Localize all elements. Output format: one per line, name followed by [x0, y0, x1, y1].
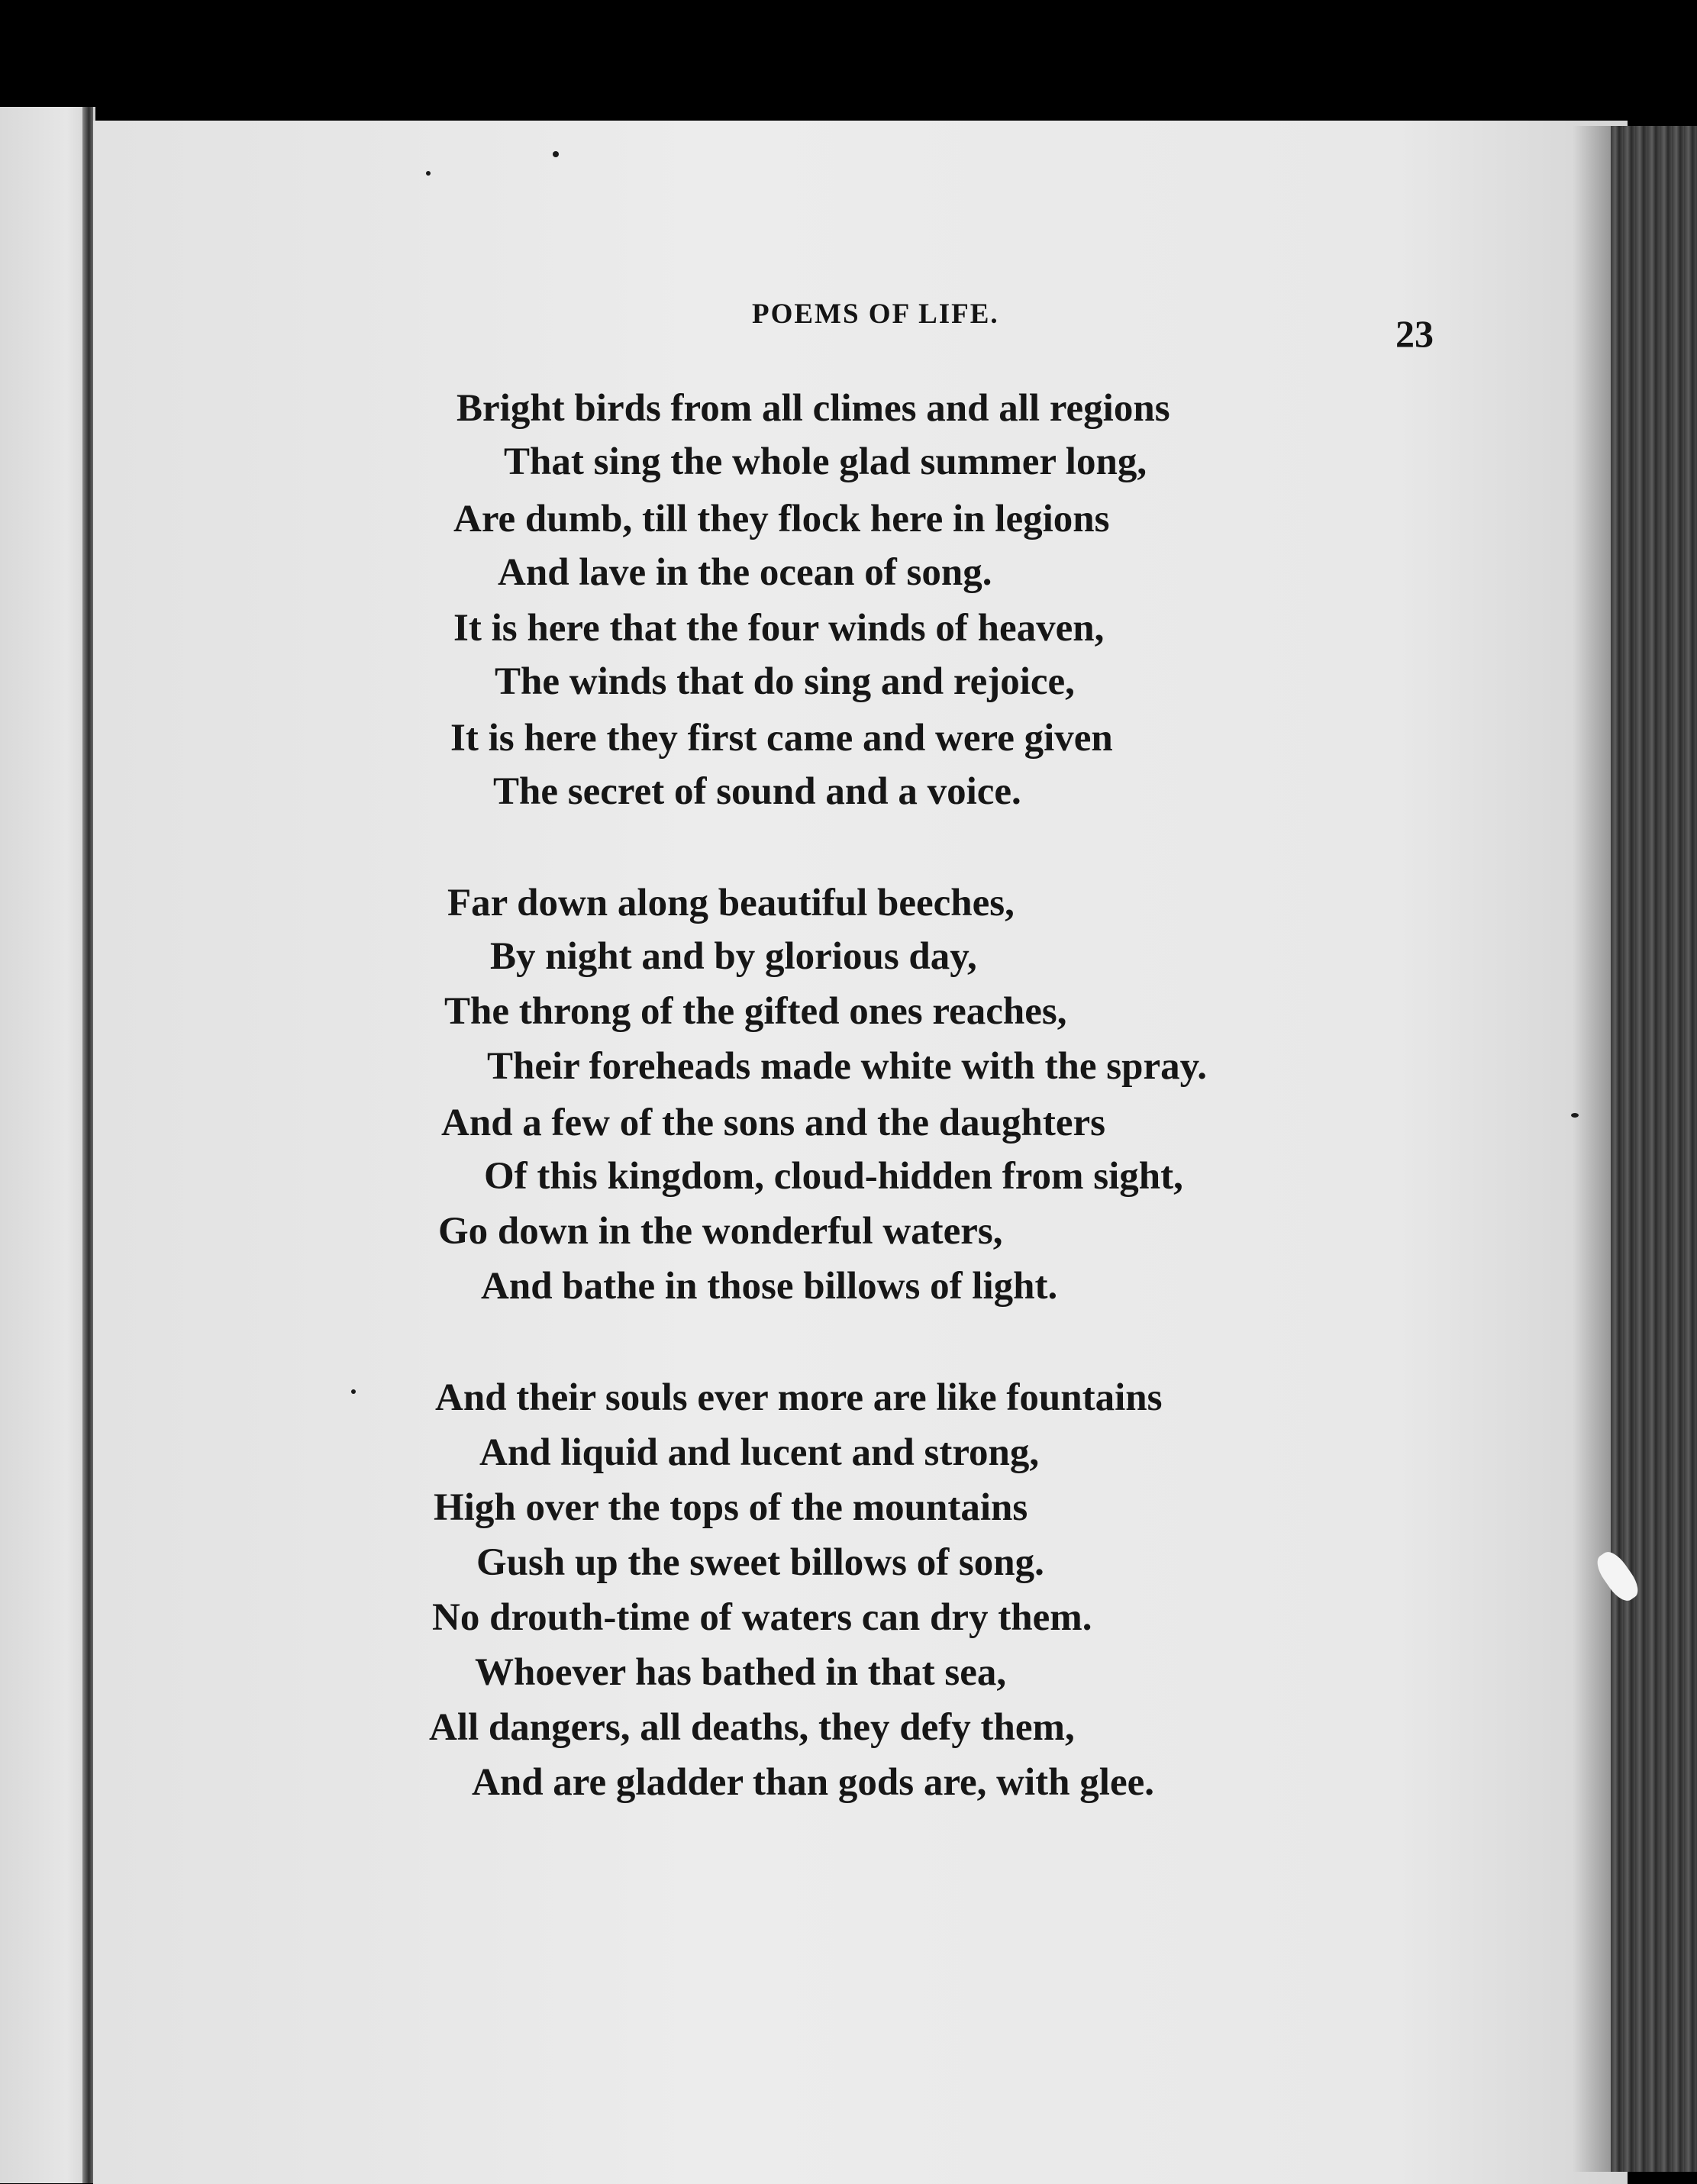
poem-line: It is here that the four winds of heaven,: [453, 607, 1105, 650]
poem-line: And lave in the ocean of song.: [498, 551, 992, 594]
ink-speck: [553, 151, 559, 157]
poem-line: That sing the whole glad summer long,: [504, 440, 1147, 483]
poem-line: And a few of the sons and the daughters: [441, 1102, 1105, 1144]
poem-line: The throng of the gifted ones reaches,: [444, 990, 1067, 1033]
poem-line: Gush up the sweet billows of song.: [476, 1541, 1044, 1584]
page-number: 23: [1395, 312, 1434, 355]
poem-line: Are dumb, till they flock here in legions: [453, 498, 1110, 540]
poem-line: All dangers, all deaths, they defy them,: [429, 1706, 1075, 1749]
page-block-edge: [1611, 126, 1697, 2172]
poem-line: By night and by glorious day,: [490, 935, 977, 978]
poem-line: Bright birds from all climes and all regions: [457, 387, 1170, 430]
poem-line: Of this kingdom, cloud-hidden from sight,: [484, 1155, 1183, 1198]
poem-line: And their souls ever more are like fountains: [435, 1376, 1163, 1419]
poem-line: Far down along beautiful beeches,: [447, 882, 1015, 924]
facing-page-edge: [0, 107, 95, 2183]
poem-line: And bathe in those billows of light.: [481, 1265, 1058, 1308]
poem-line: Whoever has bathed in that sea,: [475, 1651, 1007, 1694]
running-head: POEMS OF LIFE.: [752, 298, 999, 330]
poem-line: Go down in the wonderful waters,: [438, 1210, 1003, 1253]
poem-line: And are gladder than gods are, with glee.: [472, 1761, 1154, 1804]
ink-speck: [426, 171, 431, 176]
poem-line: And liquid and lucent and strong,: [479, 1431, 1040, 1474]
book-gutter: [82, 107, 93, 2183]
poem-line: It is here they first came and were given: [450, 717, 1113, 760]
poem-line: Their foreheads made white with the spray.: [487, 1045, 1208, 1088]
poem-line: No drouth-time of waters can dry them.: [432, 1596, 1092, 1639]
poem-line: High over the tops of the mountains: [434, 1486, 1028, 1529]
ink-speck: [1571, 1113, 1579, 1118]
poem-line: The winds that do sing and rejoice,: [495, 660, 1075, 703]
poem-line: The secret of sound and a voice.: [493, 770, 1021, 813]
ink-speck: [351, 1389, 356, 1394]
page-sheet: [93, 121, 1628, 2184]
